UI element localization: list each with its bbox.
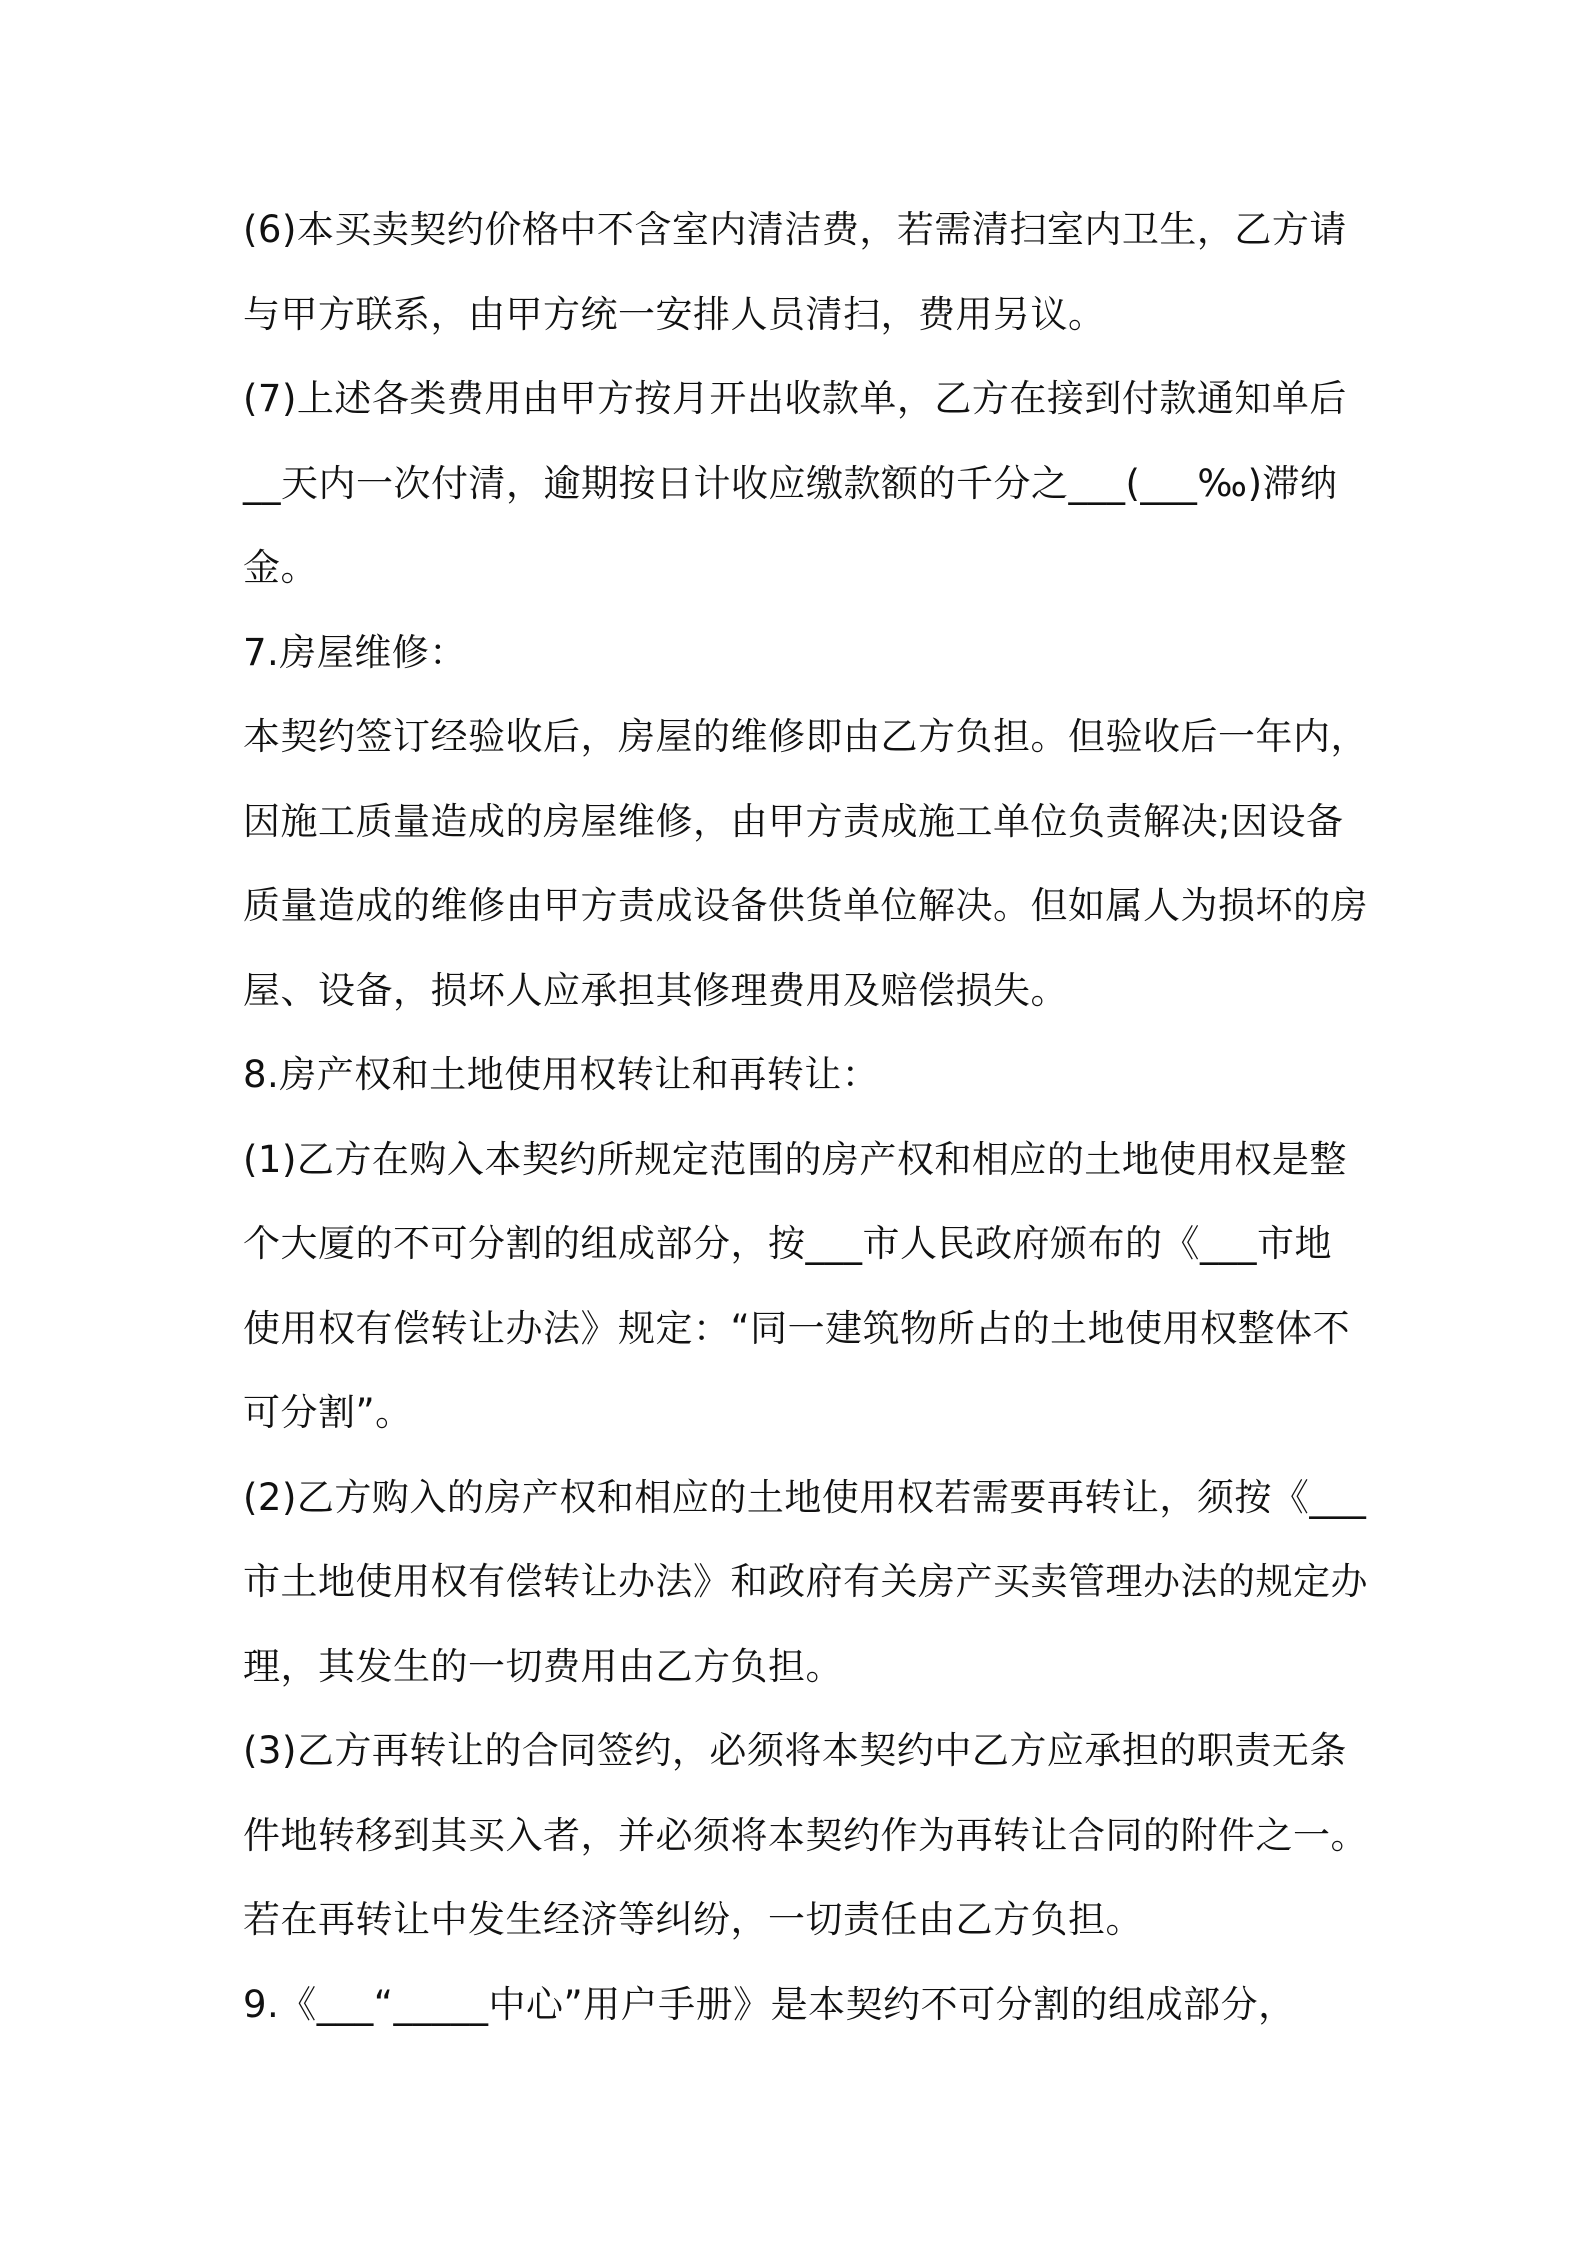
text-line: 本契约签订经验收后，房屋的维修即由乙方负担。但验收后一年内，: [243, 715, 1368, 758]
text-line: 可分割”。: [243, 1391, 413, 1434]
text-line: (2)乙方购入的房产权和相应的土地使用权若需要再转让，须按《___: [243, 1475, 1367, 1519]
section-heading: 8.房产权和土地使用权转让和再转让：: [243, 1053, 880, 1096]
text-line: (3)乙方再转让的合同签约，必须将本契约中乙方应承担的职责无条: [243, 1729, 1347, 1772]
text-line: 因施工质量造成的房屋维修，由甲方责成施工单位负责解决;因设备: [243, 799, 1344, 843]
text-line: 与甲方联系，由甲方统一安排人员清扫，费用另议。: [243, 292, 1106, 336]
text-line: 使用权有偿转让办法》规定：“同一建筑物所占的土地使用权整体不: [243, 1306, 1351, 1350]
text-line: 个大厦的不可分割的组成部分，按___市人民政府颁布的《___市地: [243, 1222, 1332, 1265]
text-line: 理，其发生的一切费用由乙方负担。: [243, 1644, 843, 1688]
text-line: 市土地使用权有偿转让办法》和政府有关房产买卖管理办法的规定办: [243, 1560, 1368, 1603]
document-body: [243, 188, 1368, 2047]
section-heading: 7.房屋维修：: [243, 630, 467, 674]
text-line: (7)上述各类费用由甲方按月开出收款单，乙方在接到付款通知单后: [243, 377, 1347, 420]
text-line: 件地转移到其买入者，并必须将本契约作为再转让合同的附件之一。: [243, 1813, 1368, 1857]
text-line: (1)乙方在购入本契约所规定范围的房产权和相应的土地使用权是整: [243, 1137, 1347, 1181]
text-line: (6)本买卖契约价格中不含室内清洁费，若需清扫室内卫生，乙方请: [243, 208, 1347, 251]
text-line: 若在再转让中发生经济等纠纷，一切责任由乙方负担。: [243, 1898, 1143, 1941]
text-line: 质量造成的维修由甲方责成设备供货单位解决。但如属人为损坏的房: [243, 884, 1368, 927]
text-line: 9.《___“_____中心”用户手册》是本契约不可分割的组成部分，: [243, 1982, 1296, 2026]
text-line: __天内一次付清，逾期按日计收应缴款额的千分之___(___‰)滞纳: [243, 461, 1338, 505]
text-line: 金。: [243, 546, 318, 589]
text-line: 屋、设备，损坏人应承担其修理费用及赔偿损失。: [243, 968, 1068, 1012]
